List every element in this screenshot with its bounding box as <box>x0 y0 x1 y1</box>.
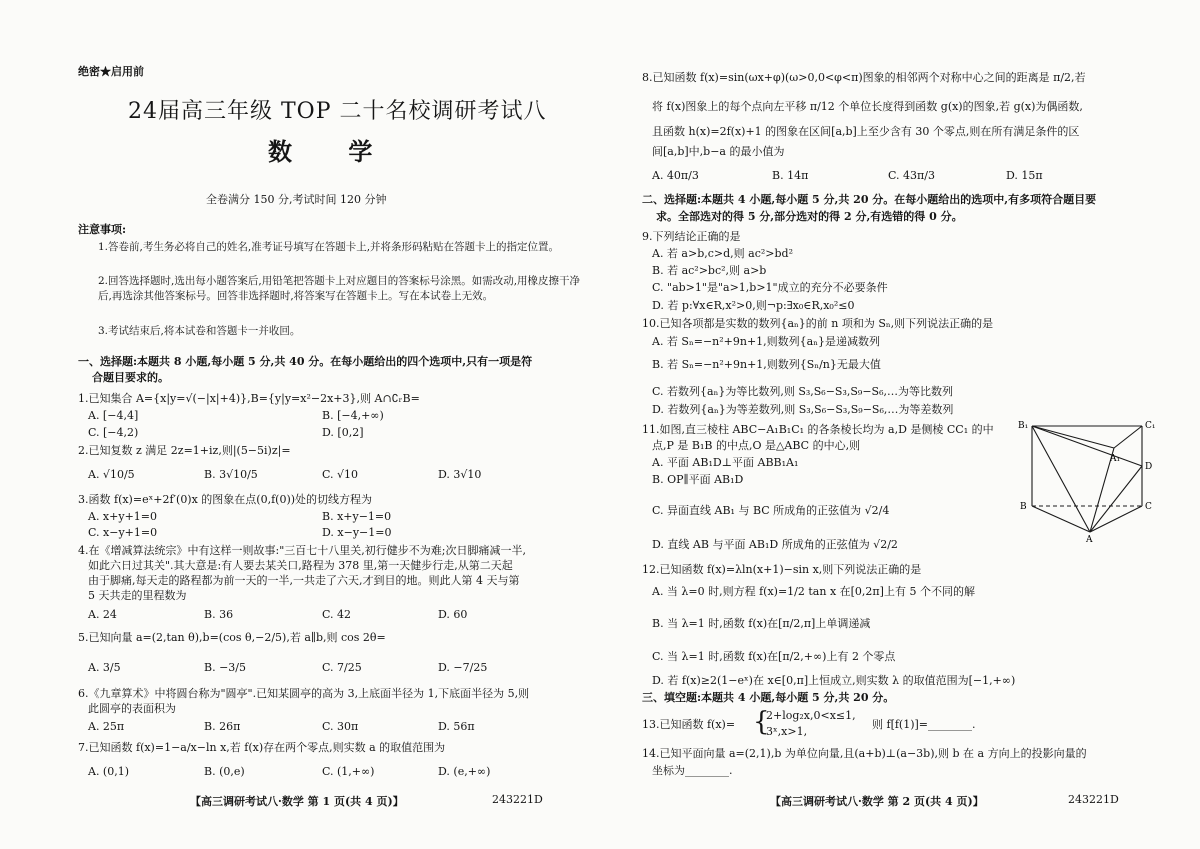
q8-line-1: 8.已知函数 f(x)=sin(ωx+φ)(ω>0,0<φ<π)图象的相邻两个对称中心之间的距离是 π/2,若 <box>642 71 1086 84</box>
label-b: B <box>1020 502 1027 512</box>
q4-line-1: 4.在《增减算法统宗》中有这样一则故事:"三百七十八里关,初行健步不为难;次日脚痛减一半, <box>78 544 526 557</box>
q11-option-d: D. 直线 AB 与平面 AB₁D 所成角的正弦值为 √2/2 <box>652 538 898 551</box>
label-a: A <box>1086 535 1093 545</box>
q3-option-a: A. x+y+1=0 <box>88 510 158 523</box>
q5-option-a: A. 3/5 <box>88 661 121 674</box>
page2-code: 243221D <box>1068 793 1119 806</box>
page2-footer: 【高三调研考试八·数学 第 2 页(共 4 页)】 <box>770 795 984 808</box>
label-a1: A₁ <box>1110 454 1121 464</box>
edge-c1a1 <box>1114 426 1142 448</box>
q5-option-d: D. −7/25 <box>438 661 488 674</box>
section3-heading: 三、填空题:本题共 4 小题,每小题 5 分,共 20 分。 <box>642 691 895 704</box>
secret-label: 绝密★启用前 <box>78 65 144 78</box>
q11-option-a: A. 平面 AB₁D⊥平面 ABB₁A₁ <box>652 456 799 469</box>
notice-2: 2.回答选择题时,选出每小题答案后,用铅笔把答题卡上对应题目的答案标号涂黑。如需改动,用橡皮擦干净后,再选涂其他答案标号。回答非选择题时,将答案写在答题卡上。写在本试卷上无效。 <box>98 275 581 302</box>
q5-option-c: C. 7/25 <box>322 661 362 674</box>
edge-b1a1 <box>1032 426 1114 448</box>
q4-option-a: A. 24 <box>88 608 117 621</box>
q1-option-b: B. [−4,+∞) <box>322 409 384 422</box>
q3-option-c: C. x−y+1=0 <box>88 526 158 539</box>
q2-option-b: B. 3√10/5 <box>204 468 258 481</box>
q6-line-2: 此圆亭的表面积为 <box>88 702 176 715</box>
q8-option-a: A. 40π/3 <box>652 169 699 182</box>
notice-1: 1.答卷前,考生务必将自己的姓名,准考证号填写在答题卡上,并将条形码粘贴在答题卡上的指定位置。 <box>98 241 560 253</box>
q12-option-a: A. 当 λ=0 时,则方程 f(x)=1/2 tan x 在[0,2π]上有 5 个不同的解 <box>652 585 975 598</box>
q8-line-3: 且函数 h(x)=2f(x)+1 的图象在区间[a,b]上至少含有 30 个零点,则在所有满足条件的区 <box>652 125 1080 138</box>
q8-option-b: B. 14π <box>772 169 809 182</box>
q5-stem: 5.已知向量 a=(2,tan θ),b=(cos θ,−2/5),若 a∥b,则 cos 2θ= <box>78 631 386 644</box>
q7-option-a: A. (0,1) <box>88 765 130 778</box>
q9-option-a: A. 若 a>b,c>d,则 ac²>bd² <box>652 247 793 260</box>
section1-heading: 一、选择题:本题共 8 小题,每小题 5 分,共 40 分。在每小题给出的四个选项中,只有一项是符 <box>78 355 533 368</box>
label-b1: B₁ <box>1018 421 1029 431</box>
q4-option-b: B. 36 <box>204 608 234 621</box>
q1-stem: 1.已知集合 A={x|y=√(−|x|+4)},B={y|y=x²−2x+3},则 A∩∁ᵣB= <box>78 392 420 405</box>
page-2 <box>600 0 1200 849</box>
q9-option-c: C. "ab>1"是"a>1,b>1"成立的充分不必要条件 <box>652 281 888 294</box>
q11-option-c: C. 异面直线 AB₁ 与 BC 所成角的正弦值为 √2/4 <box>652 504 890 517</box>
q1-option-d: D. [0,2] <box>322 426 364 439</box>
prism-figure <box>1014 418 1156 545</box>
q5-option-b: B. −3/5 <box>204 661 246 674</box>
q9-stem: 9.下列结论正确的是 <box>642 230 741 243</box>
q2-option-a: A. √10/5 <box>88 468 135 481</box>
q6-line-1: 6.《九章算术》中将圆台称为"圆亭".已知某圆亭的高为 3,上底面半径为 1,下底面半径为 5,则 <box>78 687 530 700</box>
q2-option-d: D. 3√10 <box>438 468 482 481</box>
q6-option-c: C. 30π <box>322 720 359 733</box>
q8-line-4: 间[a,b]中,b−a 的最小值为 <box>652 145 785 158</box>
section1-heading-cont: 合题目要求的。 <box>92 371 169 384</box>
q4-option-c: C. 42 <box>322 608 352 621</box>
q9-option-d: D. 若 p:∀x∈R,x²>0,则¬p:∃x₀∈R,x₀²≤0 <box>652 299 855 312</box>
subject-title: 数 学 <box>268 137 397 166</box>
label-d: D <box>1145 462 1153 472</box>
q6-option-b: B. 26π <box>204 720 241 733</box>
edge-da <box>1090 466 1142 532</box>
edge-b1d <box>1032 426 1142 466</box>
q8-line-2: 将 f(x)图象上的每个点向左平移 π/12 个单位长度得到函数 g(x)的图象,若 g(x)为偶函数, <box>652 100 1083 113</box>
edge-ba <box>1032 506 1090 532</box>
label-c: C <box>1145 502 1152 512</box>
edge-b1a <box>1032 426 1090 532</box>
edge-ca <box>1090 506 1142 532</box>
q6-option-a: A. 25π <box>88 720 125 733</box>
notice-heading: 注意事项: <box>78 223 127 236</box>
q9-option-b: B. 若 ac²>bc²,则 a>b <box>652 264 767 277</box>
score-time: 全卷满分 150 分,考试时间 120 分钟 <box>206 193 387 206</box>
q2-option-c: C. √10 <box>322 468 359 481</box>
label-c1: C₁ <box>1145 421 1156 431</box>
q14-line-1: 14.已知平面向量 a=(2,1),b 为单位向量,且(a+b)⊥(a−3b),则 b 在 a 方向上的投影向量的 <box>642 747 1087 760</box>
q14-line-2: 坐标为________. <box>652 764 733 777</box>
q3-option-d: D. x−y−1=0 <box>322 526 392 539</box>
q11-option-b: B. OP∥平面 AB₁D <box>652 473 744 486</box>
page1-code: 243221D <box>492 793 543 806</box>
q13-case-1: 2+log₂x,0<x≤1, <box>766 709 856 722</box>
q13-tail: 则 f[f(1)]=________. <box>872 718 976 731</box>
q1-option-c: C. [−4,2) <box>88 426 139 439</box>
q10-option-c: C. 若数列{aₙ}为等比数列,则 S₃,S₆−S₃,S₉−S₆,…为等比数列 <box>652 385 953 398</box>
page1-footer: 【高三调研考试八·数学 第 1 页(共 4 页)】 <box>190 795 404 808</box>
q7-stem: 7.已知函数 f(x)=1−a/x−ln x,若 f(x)存在两个零点,则实数 a 的取值范围为 <box>78 741 446 754</box>
q2-stem: 2.已知复数 z 满足 2z=1+iz,则|(5−5i)z|= <box>78 444 291 457</box>
q13-brace: { <box>753 707 770 737</box>
q12-option-c: C. 当 λ=1 时,函数 f(x)在[π/2,+∞)上有 2 个零点 <box>652 650 896 663</box>
q12-option-d: D. 若 f(x)≥2(1−eˣ)在 x∈[0,π]上恒成立,则实数 λ 的取值范围为[−1,+∞) <box>652 674 1016 687</box>
q10-option-b: B. 若 Sₙ=−n²+9n+1,则数列{Sₙ/n}无最大值 <box>652 358 881 371</box>
q11-line-2: 点,P 是 B₁B 的中点,O 是△ABC 的中心,则 <box>652 439 861 452</box>
q10-option-d: D. 若数列{aₙ}为等差数列,则 S₃,S₆−S₃,S₉−S₆,…为等差数列 <box>652 403 954 416</box>
q10-option-a: A. 若 Sₙ=−n²+9n+1,则数列{aₙ}是递减数列 <box>652 335 880 348</box>
q4-line-4: 5 天共走的里程数为 <box>88 589 187 602</box>
q4-option-d: D. 60 <box>438 608 468 621</box>
q3-stem: 3.函数 f(x)=eˣ+2f′(0)x 的图象在点(0,f(0))处的切线方程为 <box>78 493 373 506</box>
q7-option-d: D. (e,+∞) <box>438 765 491 778</box>
q8-option-d: D. 15π <box>1006 169 1043 182</box>
q13-stem: 13.已知函数 f(x)= <box>642 718 736 731</box>
q13-case-2: 3ˣ,x>1, <box>766 725 808 738</box>
q6-option-d: D. 56π <box>438 720 475 733</box>
q7-option-c: C. (1,+∞) <box>322 765 375 778</box>
q3-option-b: B. x+y−1=0 <box>322 510 392 523</box>
notice-3: 3.考试结束后,将本试卷和答题卡一并收回。 <box>98 325 301 337</box>
q7-option-b: B. (0,e) <box>204 765 245 778</box>
q4-line-3: 由于脚痛,每天走的路程都为前一天的一半,一共走了六天,才到目的地。则此人第 4 天与第 <box>88 574 520 587</box>
q12-option-b: B. 当 λ=1 时,函数 f(x)在[π/2,π]上单调递减 <box>652 617 871 630</box>
q8-option-c: C. 43π/3 <box>888 169 935 182</box>
exam-title: 24届高三年级 TOP 二十名校调研考试八 <box>128 99 547 124</box>
q11-line-1: 11.如图,直三棱柱 ABC−A₁B₁C₁ 的各条棱长均为 a,D 是侧棱 CC₁ 的中 <box>642 423 994 436</box>
q10-stem: 10.已知各项都是实数的数列{aₙ}的前 n 项和为 Sₙ,则下列说法正确的是 <box>642 317 994 330</box>
section2-heading: 二、选择题:本题共 4 小题,每小题 5 分,共 20 分。在每小题给出的选项中,有多项符合题目要 <box>642 193 1097 206</box>
q1-option-a: A. [−4,4] <box>88 409 139 422</box>
section2-heading-cont: 求。全部选对的得 5 分,部分选对的得 2 分,有选错的得 0 分。 <box>656 210 963 223</box>
q4-line-2: 如此六日过其关".其大意是:有人要去某关口,路程为 378 里,第一天健步行走,从第二天起 <box>88 559 513 572</box>
q12-stem: 12.已知函数 f(x)=λln(x+1)−sin x,则下列说法正确的是 <box>642 563 922 576</box>
